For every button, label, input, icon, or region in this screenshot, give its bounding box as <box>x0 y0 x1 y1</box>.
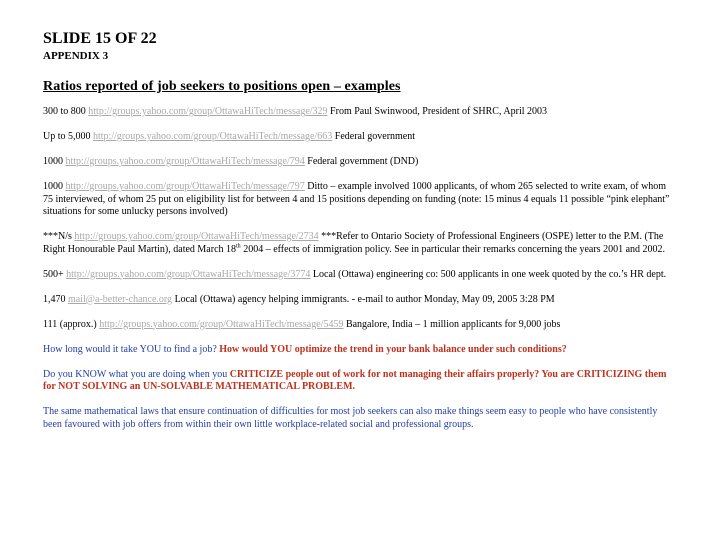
section-heading: Ratios reported of job seekers to positions open – examples <box>43 79 401 94</box>
entry-description: Local (Ottawa) engineering co: 500 applicants in one week quoted by the co.’s HR dept. <box>310 268 667 280</box>
entry-description: Ditto – example involved 1000 applicants, of whom 265 selected to write exam, of whom 75 interviewed, of whom 25 put on eligibility list for between 4 and 15 positions depending on funding (note: 15 minus 4 equals 11 possible “pink elephant” situations for some unlucky persons involved) <box>43 181 670 217</box>
entry-ratio: 1,470 <box>43 293 68 305</box>
entry-ratio: 300 to 800 <box>43 106 89 117</box>
source-link[interactable]: http://groups.yahoo.com/group/OttawaHiTech/message/797 <box>65 181 305 192</box>
slide-number-title: SLIDE 15 OF 22 <box>43 30 157 47</box>
entry-description-continued: 2004 – effects of immigration policy. See in particular their remarks concerning the years 2001 and 2002. <box>240 243 666 255</box>
ratio-entry-1 <box>43 106 675 119</box>
question-find-job <box>43 344 675 357</box>
question-blue-text: Do you KNOW what you are doing when you <box>43 368 230 380</box>
ordinal-suffix: th <box>236 243 241 250</box>
source-link[interactable]: http://groups.yahoo.com/group/OttawaHiTech/message/2734 <box>74 231 319 242</box>
source-link[interactable]: http://groups.yahoo.com/group/OttawaHiTech/message/663 <box>93 131 333 142</box>
source-link[interactable]: http://groups.yahoo.com/group/OttawaHiTech/message/5459 <box>99 318 344 330</box>
source-link[interactable]: http://groups.yahoo.com/group/OttawaHiTech/message/794 <box>65 156 305 167</box>
ratio-entry-8 <box>43 319 675 332</box>
entry-description: Local (Ottawa) agency helping immigrants. - e-mail to author Monday, May 09, 2005 3:28 PM <box>172 293 555 305</box>
slide-page <box>43 30 675 431</box>
entry-ratio: 1000 <box>43 156 66 167</box>
entry-description: Bangalore, India – 1 million applicants for 9,000 jobs <box>343 318 561 330</box>
entry-ratio: ***N/s <box>43 231 75 242</box>
entry-ratio: 1000 <box>43 181 66 192</box>
source-link[interactable]: http://groups.yahoo.com/group/OttawaHiTech/message/3774 <box>66 268 311 280</box>
ratio-entry-5 <box>43 231 675 256</box>
question-red-text: CRITICIZE people out of work for not managing their affairs properly? You are CRITICIZING them for NOT SOLVING an UN-SOLVABLE MATHEMATICAL PROBLEM. <box>43 368 667 392</box>
entry-description: From Paul Swinwood, President of SHRC, April 2003 <box>327 106 548 117</box>
ratio-entry-2 <box>43 131 675 144</box>
question-blue-text: How long would it take YOU to find a job? <box>43 343 220 355</box>
entry-description: Federal government <box>332 131 416 142</box>
ratio-entry-4 <box>43 181 675 219</box>
question-criticize <box>43 369 675 394</box>
source-link[interactable]: http://groups.yahoo.com/group/OttawaHiTech/message/329 <box>88 106 328 117</box>
appendix-label: APPENDIX 3 <box>43 50 109 62</box>
entry-description: Federal government (DND) <box>304 156 419 167</box>
email-link[interactable]: mail@a-better-chance.org <box>68 293 173 305</box>
ratio-entry-6 <box>43 269 675 282</box>
entry-ratio: Up to 5,000 <box>43 131 93 142</box>
entry-description: ***Refer to Ontario Society of Professional Engineers (OSPE) letter to the P.M. (The Right Honourable Paul Martin), dated March 18 <box>43 231 664 255</box>
entry-ratio: 111 (approx.) <box>43 318 100 330</box>
closing-paragraph: The same mathematical laws that ensure continuation of difficulties for most job seekers can also make things seem easy to people who have consistently been favoured with job offers from within their own little workplace-related social and professional groups. <box>43 406 658 430</box>
ratio-entry-7 <box>43 294 675 307</box>
entry-ratio: 500+ <box>43 268 67 280</box>
ratio-entry-3 <box>43 156 675 169</box>
question-red-text: How would YOU optimize the trend in your bank balance under such conditions? <box>219 343 567 355</box>
